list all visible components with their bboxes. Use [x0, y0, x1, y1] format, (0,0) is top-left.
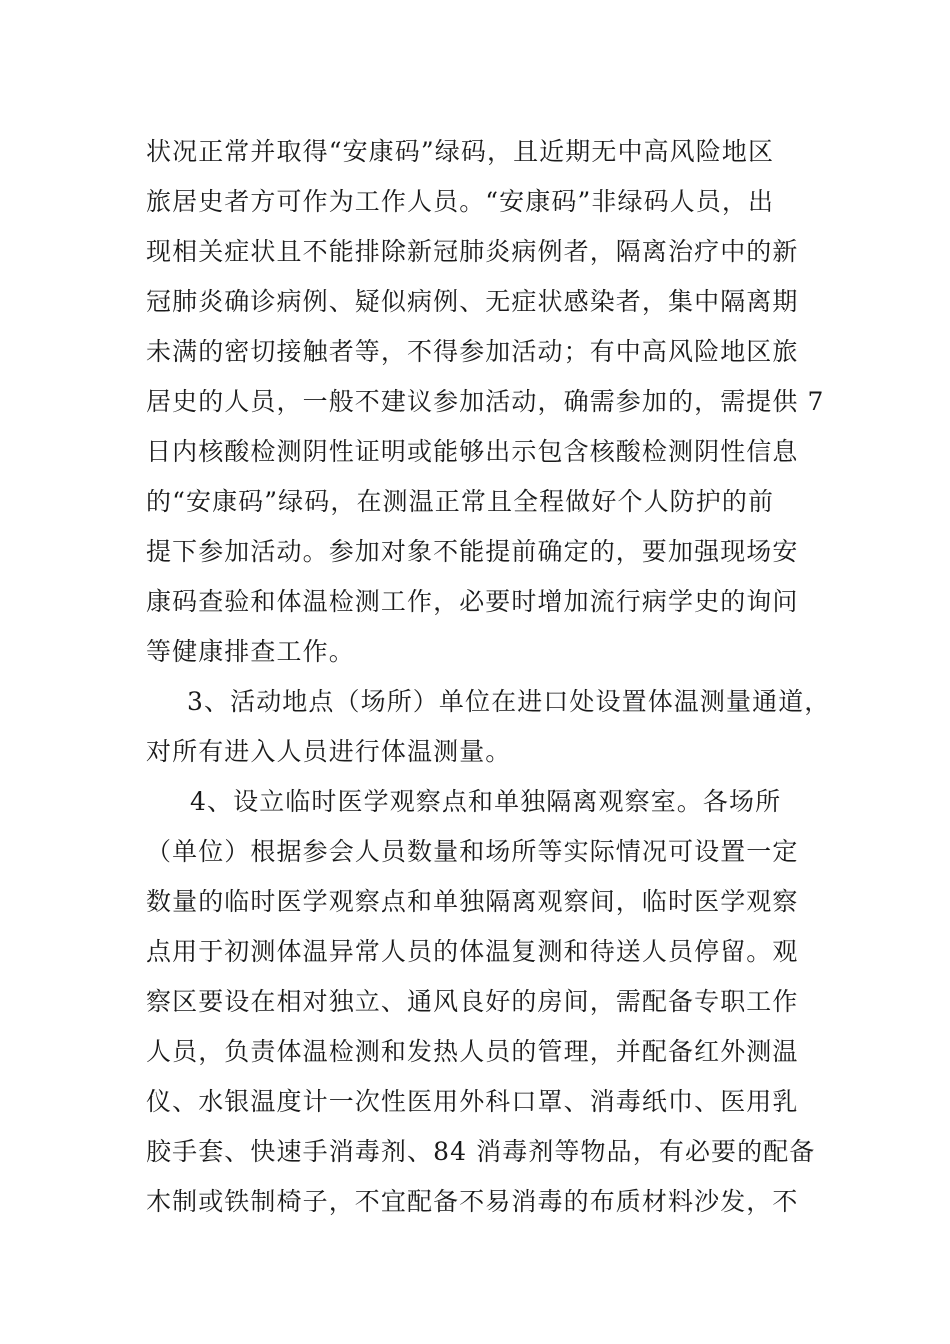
text-line: 提下参加活动。参加对象不能提前确定的，要加强现场安 [146, 537, 799, 566]
text-line: （单位）根据参会人员数量和场所等实际情况可设置一定 [146, 837, 799, 866]
text-line: 现相关症状且不能排除新冠肺炎病例者，隔离治疗中的新 [146, 237, 799, 266]
text-line: 对所有进入人员进行体温测量。 [146, 737, 512, 766]
text-line: 旅居史者方可作为工作人员。“安康码”非绿码人员，出 [146, 187, 775, 216]
text-line: 胶手套、快速手消毒剂、84 消毒剂等物品，有必要的配备 [146, 1137, 816, 1166]
text-line: 冠肺炎确诊病例、疑似病例、无症状感染者，集中隔离期 [146, 287, 799, 316]
text-line: 人员，负责体温检测和发热人员的管理，并配备红外测温 [146, 1037, 799, 1066]
text-line: 的“安康码”绿码，在测温正常且全程做好个人防护的前 [146, 487, 775, 516]
text-line: 居史的人员，一般不建议参加活动，确需参加的，需提供 7 [146, 387, 825, 416]
text-line: 状况正常并取得“安康码”绿码，且近期无中高风险地区 [146, 137, 775, 166]
text-line: 未满的密切接触者等，不得参加活动；有中高风险地区旅 [146, 337, 799, 366]
text-line: 仪、水银温度计一次性医用外科口罩、消毒纸巾、医用乳 [146, 1087, 799, 1116]
text-line: 点用于初测体温异常人员的体温复测和待送人员停留。观 [146, 937, 799, 966]
text-line: 康码查验和体温检测工作，必要时增加流行病学史的询问 [146, 587, 799, 616]
text-line: 3、活动地点（场所）单位在进口处设置体温测量通道， [187, 687, 831, 716]
text-line: 察区要设在相对独立、通风良好的房间，需配备专职工作 [146, 987, 799, 1016]
text-line: 等健康排查工作。 [146, 637, 355, 666]
text-line: 日内核酸检测阴性证明或能够出示包含核酸检测阴性信息 [146, 437, 799, 466]
text-line: 4、设立临时医学观察点和单独隔离观察室。各场所 [190, 787, 782, 816]
text-line: 数量的临时医学观察点和单独隔离观察间，临时医学观察 [146, 887, 799, 916]
text-line: 木制或铁制椅子，不宜配备不易消毒的布质材料沙发，不 [146, 1187, 799, 1216]
